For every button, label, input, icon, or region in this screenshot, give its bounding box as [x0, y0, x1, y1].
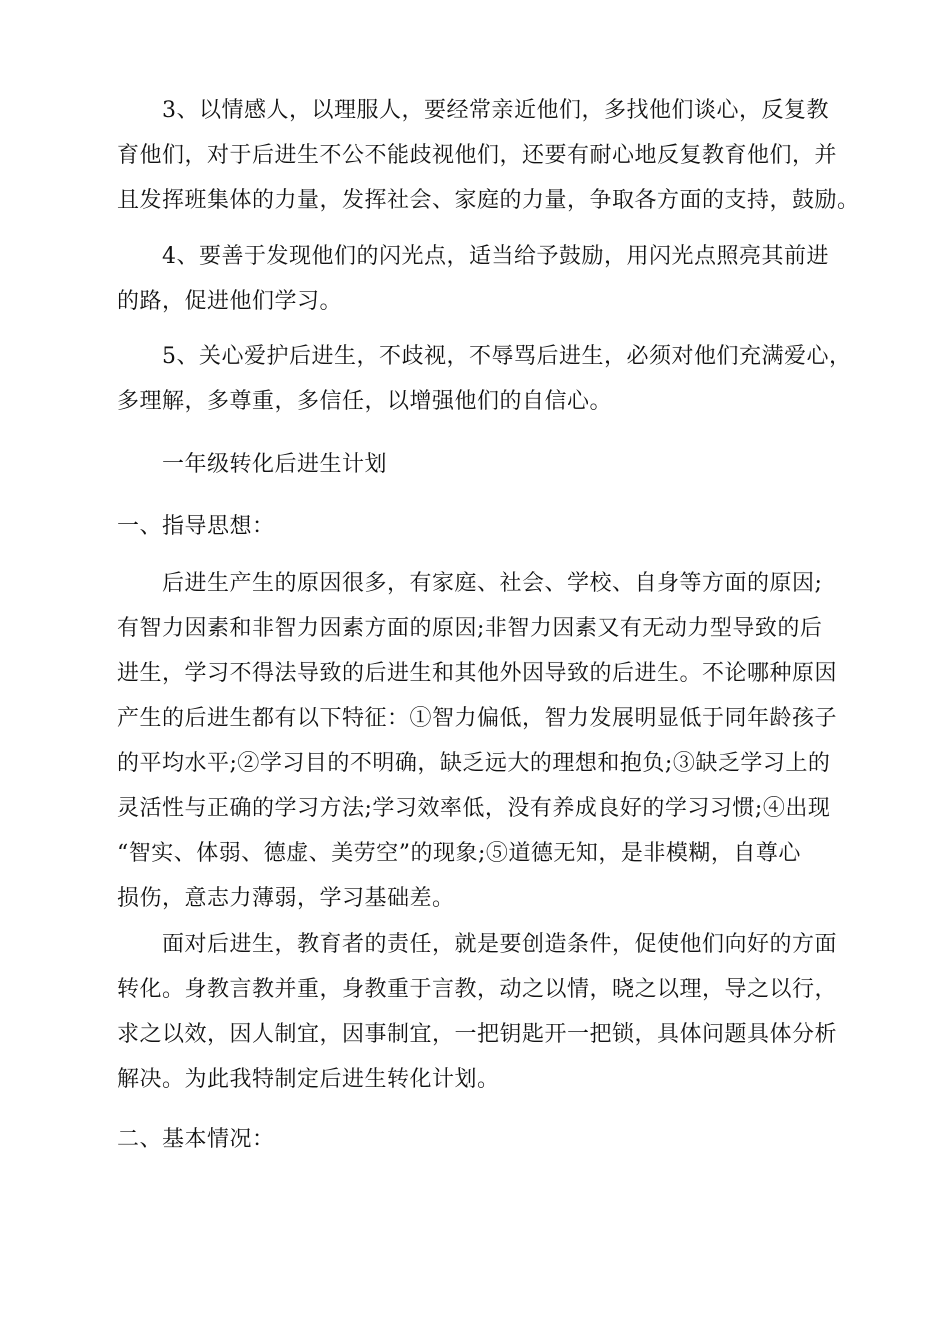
- text-line: 转化。身教言教并重，身教重于言教，动之以情，晓之以理，导之以行，: [117, 977, 838, 1002]
- text-line: 有智力因素和非智力因素方面的原因;非智力因素又有无动力型导致的后: [117, 616, 823, 641]
- text-line: 损伤，意志力薄弱，学习基础差。: [117, 886, 455, 911]
- text-line: 面对后进生，教育者的责任，就是要创造条件，促使他们向好的方面: [162, 932, 838, 957]
- text-line: 多理解，多尊重，多信任，以增强他们的自信心。: [117, 389, 613, 414]
- heading-basic-situation: [117, 1117, 857, 1162]
- text-line: “智实、体弱、德虚、美劳空”的现象;⑤道德无知，是非模糊，自尊心: [117, 841, 801, 866]
- paragraph-causes: [117, 561, 857, 921]
- paragraph-item-3: [117, 88, 860, 223]
- text-line: 4、要善于发现他们的闪光点，适当给予鼓励，用闪光点照亮其前进: [162, 244, 829, 269]
- text-line: 灵活性与正确的学习方法;学习效率低，没有养成良好的学习习惯;④出现: [117, 796, 831, 821]
- text-line: 的路，促进他们学习。: [117, 289, 343, 314]
- text-line: 解决。为此我特制定后进生转化计划。: [117, 1067, 500, 1092]
- paragraph-item-4: [117, 234, 857, 324]
- text-line: 的平均水平;②学习目的不明确，缺乏远大的理想和抱负;③缺乏学习上的: [117, 751, 831, 776]
- paragraph-responsibility: [117, 922, 857, 1102]
- text-line: 进生，学习不得法导致的后进生和其他外因导致的后进生。不论哪种原因: [117, 661, 838, 686]
- title-line: 一年级转化后进生计划: [162, 452, 388, 477]
- text-line: 产生的后进生都有以下特征：①智力偏低，智力发展明显低于同年龄孩子: [117, 706, 838, 731]
- text-line: 5、关心爱护后进生，不歧视，不辱骂后进生，必须对他们充满爱心，: [162, 344, 852, 369]
- text-line: 3、以情感人，以理服人，要经常亲近他们，多找他们谈心，反复教: [162, 98, 829, 123]
- paragraph-item-5: [117, 334, 857, 424]
- text-line: 后进生产生的原因很多，有家庭、社会、学校、自身等方面的原因;: [162, 571, 823, 596]
- text-line: 育他们，对于后进生不公不能歧视他们，还要有耐心地反复教育他们，并: [117, 143, 838, 168]
- heading-line: 一、指导思想：: [117, 514, 275, 539]
- text-line: 求之以效，因人制宜，因事制宜，一把钥匙开一把锁，具体问题具体分析: [117, 1022, 838, 1047]
- text-line: 且发挥班集体的力量，发挥社会、家庭的力量，争取各方面的支持，鼓励。: [117, 188, 860, 213]
- section-title: [117, 442, 857, 487]
- heading-guiding-thought: [117, 504, 857, 549]
- heading-line: 二、基本情况：: [117, 1127, 275, 1152]
